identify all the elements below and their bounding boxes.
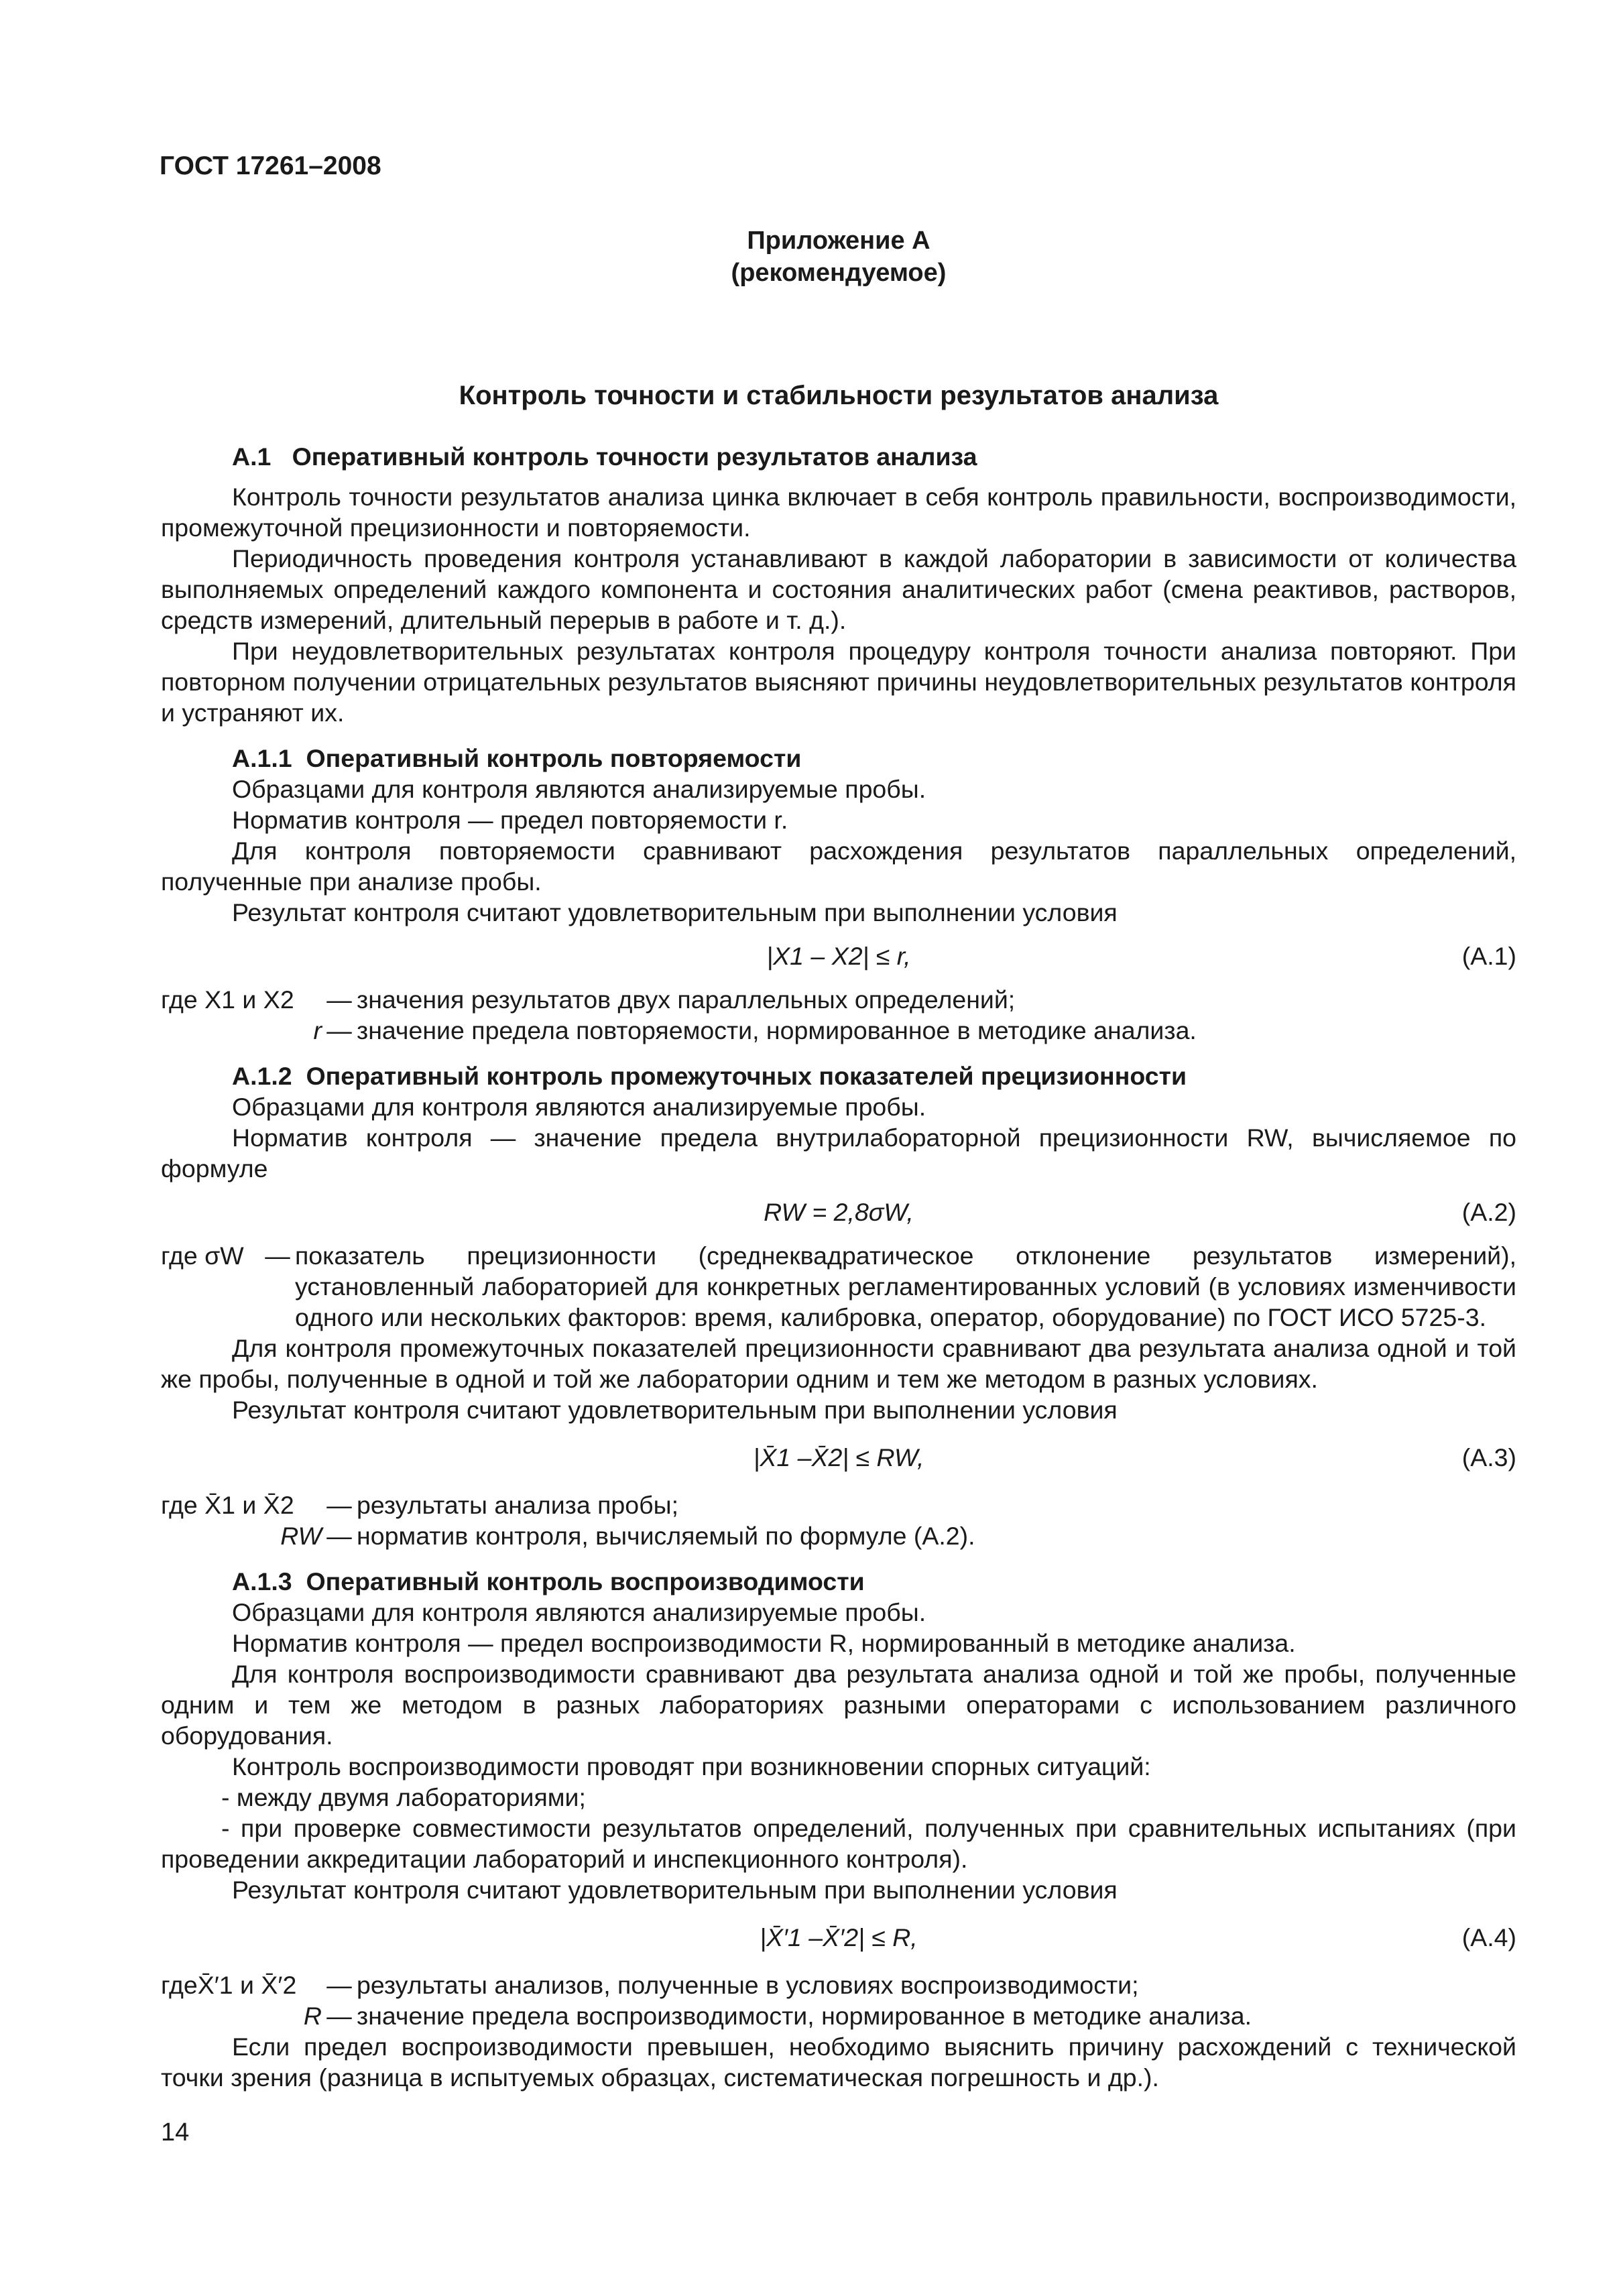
section-title: Контроль точности и стабильности результатов анализа <box>459 381 1219 410</box>
paragraph: Результат контроля считают удовлетворительным при выполнении условия <box>232 1876 1118 1904</box>
heading-a1: А.1 Оперативный контроль точности результатов анализа <box>232 442 977 471</box>
appendix-title: Приложение А <box>747 227 930 255</box>
paragraph: Для контроля повторяемости сравнивают расхождения результатов параллельных определений, полученные при анализе пробы. <box>161 837 1516 896</box>
paragraph: Контроль воспроизводимости проводят при возникновении спорных ситуаций: <box>232 1752 1151 1780</box>
paragraph: Образцами для контроля являются анализируемые пробы. <box>232 775 926 803</box>
formula-expression: |X̄1 –X̄2| ≤ RW, <box>753 1443 924 1471</box>
where-row: где X̄1 и X̄2 — результаты анализа пробы; <box>161 1491 678 1519</box>
document-id: ГОСТ 17261–2008 <box>160 152 381 180</box>
heading-a11: А.1.1 Оперативный контроль повторяемости <box>232 744 802 772</box>
formula-expression: |X̄′1 –X̄′2| ≤ R, <box>760 1923 918 1951</box>
appendix-subtitle: (рекомендуемое) <box>731 259 947 287</box>
where-label: r <box>313 1016 322 1044</box>
formula-number: (А.2) <box>1461 1198 1516 1226</box>
formula-number: (А.1) <box>1461 942 1516 970</box>
list-item: - между двумя лабораториями; <box>221 1783 586 1811</box>
paragraph: Результат контроля считают удовлетворительным при выполнении условия <box>232 898 1118 926</box>
paragraph: Образцами для контроля являются анализируемые пробы. <box>232 1093 926 1121</box>
where-text: норматив контроля, вычисляемый по формуле (А.2). <box>357 1522 975 1550</box>
where-block <box>161 1970 1516 2031</box>
where-label: где σW <box>161 1242 244 1270</box>
formula-a3 <box>161 1425 1516 1490</box>
where-text: результаты анализов, полученные в условиях воспроизводимости; <box>357 1971 1139 1999</box>
heading-a13: А.1.3 Оперативный контроль воспроизводимости <box>232 1567 865 1595</box>
where-row: R — значение предела воспроизводимости, нормированное в методике анализа. <box>161 2000 1516 2031</box>
paragraph: Для контроля воспроизводимости сравнивают два результата анализа одной и той же пробы, полученные одним и тем же методом в разных лабораториях разными операторами с использованием различного оборудования. <box>161 1660 1516 1750</box>
where-text: значение предела повторяемости, нормированное в методике анализа. <box>357 1016 1197 1044</box>
where-text: показатель прецизионности (среднеквадратическое отклонение результатов измерений), установленный лабораторией для конкретных регламентированных условий (в условиях изменчивости одного или нескольких факторов: время, калибровка, оператор, оборудование) по ГОСТ ИСО 5725-3. <box>295 1242 1516 1331</box>
paragraph: Если предел воспроизводимости превышен, необходимо выяснить причину расхождений с технической точки зрения (разница в испытуемых образцах, систематическая погрешность и др.). <box>161 2033 1516 2092</box>
where-text: значения результатов двух параллельных определений; <box>357 985 1016 1014</box>
paragraph: Контроль точности результатов анализа цинка включает в себя контроль правильности, воспроизводимости, промежуточной прецизионности и повторяемости. <box>161 483 1516 542</box>
where-block <box>161 1490 1516 1551</box>
where-label: RW <box>280 1522 322 1550</box>
formula-expression: RW = 2,8σW, <box>764 1198 914 1226</box>
paragraph: При неудовлетворительных результатах контроля процедуру контроля точности анализа повторяют. При повторном получении отрицательных результатов выясняют причины неудовлетворительных результатов контроля и устраняют их. <box>161 637 1516 727</box>
paragraph: Норматив контроля — предел повторяемости r. <box>232 806 788 834</box>
paragraph: Результат контроля считают удовлетворительным при выполнении условия <box>232 1396 1118 1424</box>
formula-number: (А.4) <box>1461 1923 1516 1951</box>
where-label: где X̄1 и X̄2 <box>161 1491 294 1519</box>
where-row: где σW — показатель прецизионности (среднеквадратическое отклонение результатов измерений), установленный лабораторией для конкретных регламентированных условий (в условиях изменчивости одного или нескольких факторов: время, калибровка, оператор, оборудование) по ГОСТ ИСО 5725-3. <box>161 1242 1516 1331</box>
paragraph: Периодичность проведения контроля устанавливают в каждой лаборатории в зависимости от количества выполняемых определений каждого компонента и состояния аналитических работ (смена реактивов, растворов, средств измерений, длительный перерыв в работе и т. д.). <box>161 544 1516 634</box>
paragraph: Для контроля промежуточных показателей прецизионности сравнивают два результата анализа одной и той же пробы, полученные в одной и той же лаборатории одним и тем же методом в разных условиях. <box>161 1334 1516 1393</box>
formula-a1 <box>161 928 1516 984</box>
document-body <box>161 441 1516 2093</box>
where-label: гдеX̄′1 и X̄′2 <box>161 1971 297 1999</box>
where-row: гдеX̄′1 и X̄′2 — результаты анализов, полученные в условиях воспроизводимости; <box>161 1971 1139 1999</box>
where-text: значение предела воспроизводимости, нормированное в методике анализа. <box>357 2002 1252 2030</box>
formula-a4 <box>161 1905 1516 1970</box>
paragraph: Норматив контроля — предел воспроизводимости R, нормированный в методике анализа. <box>232 1629 1296 1657</box>
where-block <box>161 984 1516 1046</box>
list-item: - при проверке совместимости результатов определений, полученных при сравнительных испытаниях (при проведении аккредитации лабораторий и инспекционного контроля). <box>161 1814 1516 1873</box>
where-row: r — значение предела повторяемости, нормированное в методике анализа. <box>161 1015 1516 1046</box>
paragraph: Норматив контроля — значение предела внутрилабораторной прецизионности RW, вычисляемое по формуле <box>161 1124 1516 1183</box>
formula-expression: |X1 – X2| ≤ r, <box>766 942 911 970</box>
where-block <box>161 1240 1516 1333</box>
where-text: результаты анализа пробы; <box>357 1491 678 1519</box>
where-row: где X1 и X2 — значения результатов двух параллельных определений; <box>161 985 1016 1014</box>
where-label: R <box>303 2002 322 2030</box>
heading-a12: А.1.2 Оперативный контроль промежуточных показателей прецизионности <box>232 1062 1187 1090</box>
where-row: RW — норматив контроля, вычисляемый по формуле (А.2). <box>161 1520 1516 1551</box>
page-number: 14 <box>161 2118 190 2147</box>
where-label: где X1 и X2 <box>161 985 294 1014</box>
formula-a2 <box>161 1184 1516 1240</box>
paragraph: Образцами для контроля являются анализируемые пробы. <box>232 1598 926 1626</box>
formula-number: (А.3) <box>1461 1443 1516 1471</box>
